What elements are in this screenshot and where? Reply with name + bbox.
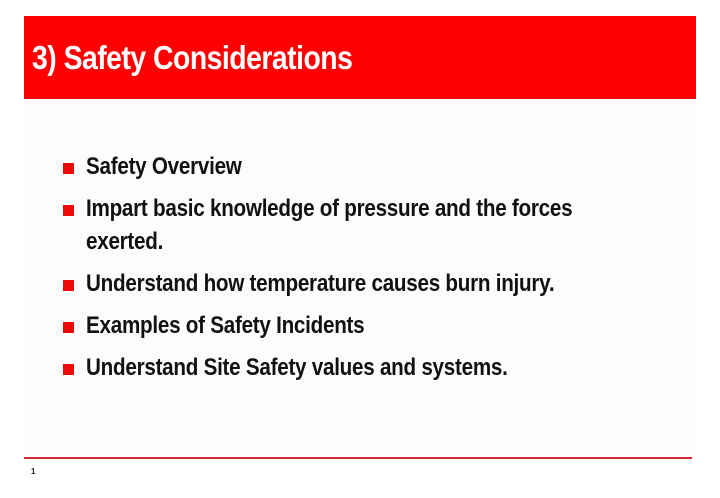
page-number: 1 xyxy=(31,467,36,476)
bullet-item xyxy=(62,309,682,342)
slide-title: 3) Safety Considerations xyxy=(32,39,353,76)
bullet-item xyxy=(62,192,682,258)
bullet-text: Understand Site Safety values and systems. xyxy=(86,354,508,381)
bullet-text: Examples of Safety Incidents xyxy=(86,312,365,339)
bullet-text: Impart basic knowledge of pressure and the forces exerted. xyxy=(86,195,573,255)
square-bullet-icon xyxy=(63,364,74,375)
square-bullet-icon xyxy=(63,322,74,333)
title-band xyxy=(24,16,696,99)
square-bullet-icon xyxy=(63,163,74,174)
bullet-item xyxy=(62,150,682,183)
footer-divider xyxy=(24,457,692,459)
bullet-list xyxy=(62,150,682,393)
bullet-text: Understand how temperature causes burn injury. xyxy=(86,270,555,297)
square-bullet-icon xyxy=(63,205,74,216)
square-bullet-icon xyxy=(63,280,74,291)
bullet-item xyxy=(62,351,682,384)
bullet-item xyxy=(62,267,682,300)
bullet-text: Safety Overview xyxy=(86,153,242,180)
